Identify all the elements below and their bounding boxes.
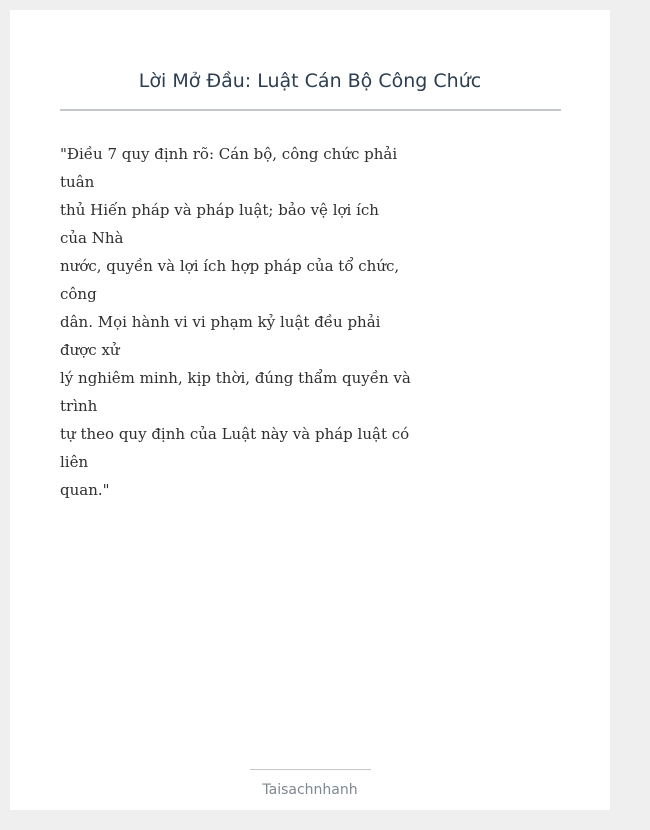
body-line: của Nhà xyxy=(60,229,124,247)
body-paragraph xyxy=(60,140,410,504)
body-line: lý nghiêm minh, kịp thời, đúng thẩm quyền và xyxy=(60,369,411,387)
body-line: "Điều 7 quy định rõ: Cán bộ, công chức phải xyxy=(60,145,398,163)
body-line: công xyxy=(60,285,97,303)
body-line: quan." xyxy=(60,481,110,499)
body-line: liên xyxy=(60,453,89,471)
body-line: nước, quyền và lợi ích hợp pháp của tổ chức, xyxy=(60,257,400,275)
document-page xyxy=(10,10,610,810)
body-line: thủ Hiến pháp và pháp luật; bảo vệ lợi ích xyxy=(60,201,379,219)
page-title: Lời Mở Đầu: Luật Cán Bộ Công Chức xyxy=(138,70,482,92)
footer-source: Taisachnhanh xyxy=(262,782,358,798)
body-line: trình xyxy=(60,397,98,415)
body-line: được xử xyxy=(60,341,120,359)
title-divider xyxy=(60,109,561,111)
body-line: tự theo quy định của Luật này và pháp luật có xyxy=(60,425,410,443)
body-line: dân. Mọi hành vi vi phạm kỷ luật đều phải xyxy=(60,313,381,331)
footer-divider xyxy=(250,769,371,770)
body-line: tuân xyxy=(60,173,95,191)
